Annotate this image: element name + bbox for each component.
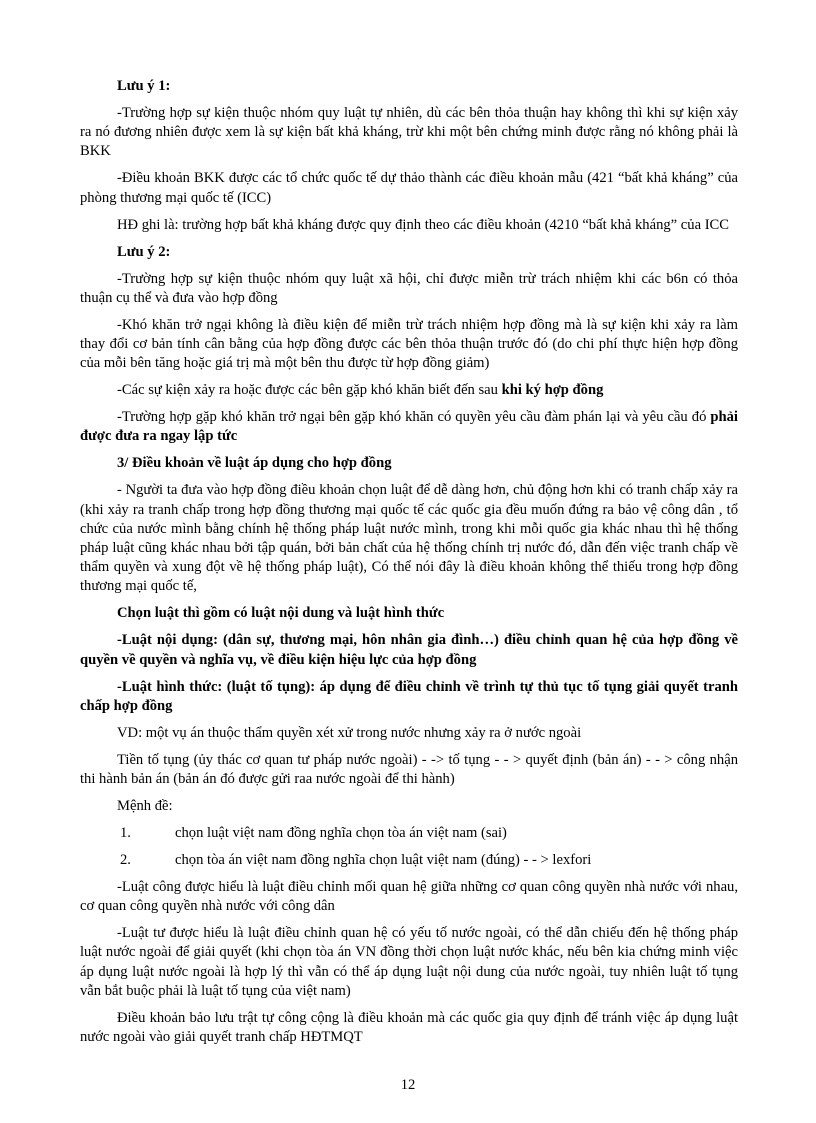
- list-number: 2.: [120, 852, 131, 869]
- clause3-heading: 3/ Điều khoản về luật áp dụng cho hợp đồng: [117, 455, 392, 472]
- list-number: 1.: [120, 825, 131, 842]
- paragraph: - Người ta đưa vào hợp đồng điều khoản chọn luật để dễ dàng hơn, chủ động hơn khi có tranh chấp xảy ra (khi xảy ra tranh chấp trong hợp đồng thương mại quốc tế các quốc gia đều muốn đứng ra bảo vệ công dân , tổ chức của nước mình bằng chính hệ thống pháp luật nước mình, trong khi mỗi quốc gia khác nhau thì hệ thống pháp luật cũng khác nhau bởi tập quán, bởi bản chất của hệ thống chính trị nước đó, dẫn đến việc tranh chấp về thẩm quyền và xung đột về hệ thống pháp luật), Có thể nói đây là điều khoản không thể thiếu trong hợp đồng thương mại quốc tế,: [80, 482, 738, 595]
- choose-law-heading: Chọn luật thì gồm có luật nội dung và luật hình thức: [117, 605, 445, 622]
- paragraph: Mệnh đề:: [117, 798, 173, 815]
- paragraph: VD: một vụ án thuộc thẩm quyền xét xử trong nước nhưng xảy ra ở nước ngoài: [117, 724, 582, 741]
- note1-heading: Lưu ý 1:: [117, 78, 171, 94]
- paragraph-text: -Trường hợp gặp khó khăn trở ngại bên gặp khó khăn có quyền yêu cầu đàm phán lại và yêu cầu đó: [117, 409, 711, 426]
- paragraph-text: -Các sự kiện xảy ra hoặc được các bên gặp khó khăn biết đến sau: [117, 382, 502, 399]
- paragraph: -Trường hợp sự kiện thuộc nhóm quy luật xã hội, chỉ được miễn trừ trách nhiệm khi các b6n có thỏa thuận cụ thể và đưa vào hợp đồng: [80, 270, 738, 306]
- paragraph: HĐ ghi là: trường hợp bất khả kháng được quy định theo các điều khoản (4210 “bất khả kháng” của ICC: [117, 216, 730, 233]
- list-text: chọn tòa án việt nam đồng nghĩa chọn luật việt nam (đúng) - - > lexfori: [175, 852, 592, 869]
- paragraph: -Luật công được hiểu là luật điều chỉnh mối quan hệ giữa những cơ quan công quyền nhà nước với nhau, cơ quan công quyền nhà nước với công dân: [80, 879, 738, 915]
- paragraph: -Khó khăn trở ngại không là điều kiện để miễn trừ trách nhiệm hợp đồng mà là sự kiện khi xảy ra làm thay đổi cơ bản tính cân bằng của hợp đồng được các bên thỏa thuận trước đó (do chi phí thực hiện hợp đồng của mỗi bên tăng hoặc giá trị mà một bên thu được từ hợp đồng giảm): [80, 316, 738, 372]
- bold-phrase: khi ký hợp đồng: [501, 382, 604, 399]
- list-text: chọn luật việt nam đồng nghĩa chọn tòa án việt nam (sai): [175, 825, 507, 842]
- paragraph: [80, 408, 738, 446]
- paragraph: -Điều khoản BKK được các tổ chức quốc tế dự thảo thành các điều khoản mẫu (421 “bất khả kháng” của phòng thương mại quốc tế (ICC): [80, 170, 738, 206]
- list-item: [80, 824, 738, 843]
- paragraph: Tiền tố tụng (ủy thác cơ quan tư pháp nước ngoài) - -> tố tụng - - > quyết định (bản án) - - > công nhận thi hành bản án (bản án đó được gửi raa nước ngoài để thi hành): [80, 751, 738, 788]
- bold-phrase: phải được đưa ra ngay lập tức: [80, 409, 738, 445]
- paragraph: [80, 381, 738, 400]
- paragraph: Điều khoản bảo lưu trật tự công cộng là điều khoản mà các quốc gia quy định để tránh việc áp dụng luật nước ngoài vào giải quyết tranh chấp HĐTMQT: [80, 1009, 738, 1046]
- content-law-paragraph: -Luật nội dụng: (dân sự, thương mại, hôn nhân gia đình…) điều chỉnh quan hệ của hợp đồng về quyền về quyền và nghĩa vụ, về điều kiện hiệu lực của hợp đồng: [80, 632, 738, 668]
- page-content: [80, 77, 738, 1055]
- list-item: [80, 851, 738, 870]
- paragraph: -Luật tư được hiểu là luật điều chỉnh quan hệ có yếu tố nước ngoài, có thể dẫn chiếu đến hệ thống pháp luật nước ngoài để giải quyết (khi chọn tòa án VN đồng thời chọn luật nước khác, nếu bên kia chứng minh việc áp dụng luật nước ngoài là hợp lý thì vẫn có thể áp dụng luật nội dung của nước ngoài, tuy nhiên luật tố tụng vẫn bắt buộc phải là luật tố tụng của việt nam): [80, 925, 738, 999]
- page-number: 12: [400, 1077, 416, 1093]
- paragraph: -Trường hợp sự kiện thuộc nhóm quy luật tự nhiên, dù các bên thỏa thuận hay không thì khi sự kiện xảy ra nó đương nhiên được xem là sự kiện bất khả kháng, trừ khi một bên chứng minh được rằng nó không phải là BKK: [80, 105, 738, 160]
- note2-heading: Lưu ý 2:: [117, 243, 171, 260]
- form-law-paragraph: -Luật hình thức: (luật tố tụng): áp dụng để điều chỉnh về trình tự thủ tục tố tụng giải quyết tranh chấp hợp đồng: [80, 678, 738, 714]
